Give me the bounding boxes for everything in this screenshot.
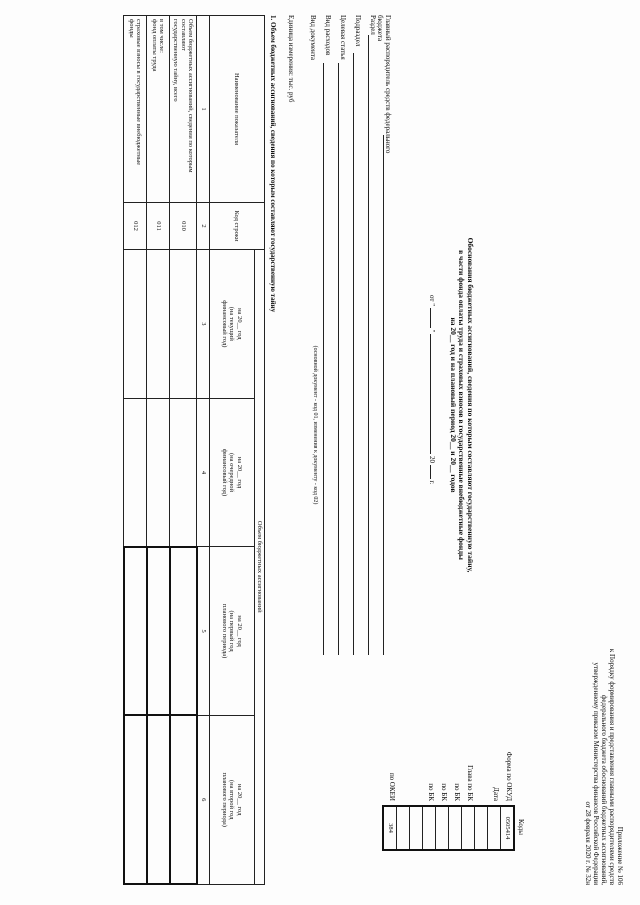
section-title: 1. Объем бюджетных ассигнований, сведения по которым составляют государственную тайну	[269, 15, 277, 313]
appendix-header	[584, 525, 624, 885]
label-podrazdel: Подраздел	[354, 15, 362, 47]
code-date-value	[488, 806, 501, 850]
label-tselevaya: Целевая статья	[339, 15, 347, 60]
codes-table	[382, 805, 515, 851]
row-011-label: в том числе: фонд оплаты труда	[147, 16, 170, 203]
label-vid-dokumenta: Вид документа	[309, 15, 317, 61]
appendix-line-2: федерального бюджета обоснований бюджетных ассигнований,	[599, 694, 608, 885]
rotated-form	[5, 5, 630, 895]
row-011-code: 011	[147, 203, 170, 250]
col-indicator-header: Наименование показателя	[209, 16, 264, 203]
row-012-label: страховые взносы в государственные внебюджетные фонды	[124, 16, 147, 203]
code-glava-value	[462, 806, 475, 850]
col-volume-header: Объем бюджетных ассигнований	[254, 250, 264, 885]
col-code-header: Код строки	[209, 203, 264, 250]
col-second-plan-year: на 20__ год (на второй год планового периода)	[209, 715, 254, 884]
doc-type-hint: (основной документ - код 01, изменения к документу - код 02)	[312, 345, 318, 505]
row-012-code: 012	[124, 203, 147, 250]
label-gr-budget: Главный распорядитель средств федерального бюджета	[375, 15, 392, 154]
date-line: от " " 20 г.	[428, 295, 436, 485]
main-table: Наименование показателя Код строки Объем бюджетных ассигнований на 20__ год (на текущий финансовый год) на 20__ год (на очередной финансовый год) на 20__ год (на первый год планового периода) на 20__ год (на второй год планового периода) 1 2 3 4 5 6 Объем бюджетных ассигнований, сведения по которым составляют государственную тайну, всего 010 в том числе: фонд оплаты труда 011 страховые взносы в государственные внебюджетные фонды 012	[123, 15, 265, 885]
row-010-code: 010	[170, 203, 197, 250]
row-010-label: Объем бюджетных ассигнований, сведения по которым составляют государственную тайну, всего	[170, 16, 197, 203]
appendix-number: Приложение № 106	[616, 826, 624, 885]
label-vid-rashodov: Вид расходов	[324, 15, 332, 56]
code-okei-value: 384	[383, 806, 397, 850]
appendix-line-3: утвержденному приказом Министерства финансов Российской Федерации	[591, 662, 600, 885]
label-razdel: Раздел	[369, 15, 377, 35]
col-next-year: на 20__ год (на очередной финансовый год)	[209, 398, 254, 547]
appendix-line-1: к Порядку формирования и представления главными распорядителями средств	[607, 648, 616, 885]
appendix-line-4: от 28 февраля 2020 г. № 32н	[583, 801, 592, 885]
col-first-plan-year: на 20__ год (на первый год планового периода)	[209, 547, 254, 716]
form-title: Обоснования бюджетных ассигнований, сведения по которым составляют государственную тайну, в части фонда оплаты труда и страховых взносов в государственные внебюджетные фонды на 20__ год и на плановый период 20__ и 20__ годов	[448, 237, 475, 573]
col-current-year: на 20__ год (на текущий финансовый год)	[209, 250, 254, 399]
codes-label-top: Коды	[517, 819, 525, 835]
unit-label: Единица измерения: тыс. руб	[287, 15, 295, 103]
field-labels	[302, 15, 392, 155]
codes-labels: Форма по ОКУД Дата Глава по БК по БК по БК по БК по ОКЕИ	[388, 751, 513, 801]
code-okud-value: 0505414	[501, 806, 515, 850]
